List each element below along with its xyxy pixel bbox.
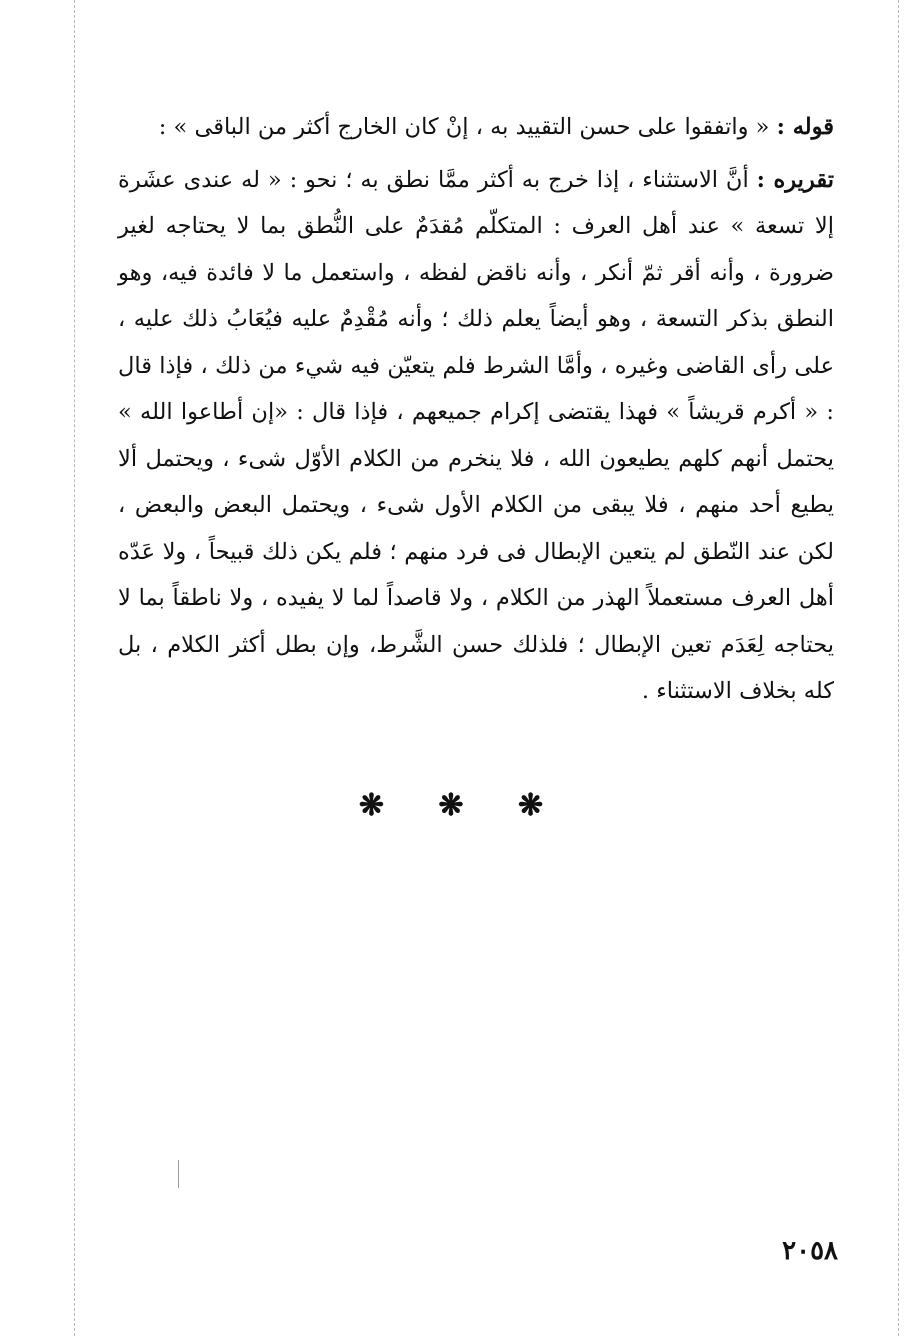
page-number: ٢٠٥٨: [782, 1236, 838, 1266]
scan-margin-line-inner: [178, 1160, 179, 1188]
paragraph-text: أنَّ الاستثناء ، إذا خرج به أكثر ممَّا نطق به ؛ نحو : « له عندى عشَرة إلا تسعة » عند أهل العرف : المتكلّم مُقدَمٌ على النُّطق بما لا يحتاجه لغير ضرورة ، وأنه أقر ثمّ أنكر ، وأنه ناقض لفظه ، واستعمل ما لا فائدة فيه، وهو النطق بذكر التسعة ، وهو أيضاً يعلم ذلك ؛ وأنه مُقْدِمٌ عليه فيُعَابُ ذلك عليه ، على رأى القاضى وغيره ، وأمَّا الشرط فلم يتعيّن فيه شيء من ذلك ، فإذا قال : « أكرم قريشاً » فهذا يقتضى إكرام جميعهم ، فإذا قال : «إن أطاعوا الله » يحتمل أنهم كلهم يطيعون الله ، فلا ينخرم من الكلام الأوّل شىء ، ويحتمل ألا يطيع أحد منهم ، فلا يبقى من الكلام الأول شىء ، ويحتمل البعض والبعض ، لكن عند النّطق لم يتعين الإبطال فى فرد منهم ؛ فلم يكن ذلك قبيحاً ، ولا عَدّه أهل العرف مستعملاً الهذر من الكلام ، ولا قاصداً لما لا يفيده ، ولا ناطقاً بما لا يحتاجه لِعَدَم تعين الإبطال ؛ فلذلك حسن الشَّرط، وإن بطل أكثر الكلام ، بل كله بخلاف الاستثناء .: [118, 166, 834, 704]
scan-margin-line-right: [898, 0, 899, 1336]
paragraph-lead: قوله :: [776, 114, 834, 140]
body-text: [118, 104, 834, 715]
paragraph-explanation: [118, 157, 834, 715]
section-separator: ❋ ❋ ❋: [358, 788, 566, 823]
scan-margin-line-left: [74, 0, 75, 1336]
paragraph-text: « واتفقوا على حسن التقييد به ، إنْ كان الخارج أكثر من الباقى » :: [158, 114, 770, 140]
paragraph-quote: [118, 104, 834, 151]
paragraph-lead: تقريره :: [756, 166, 834, 193]
